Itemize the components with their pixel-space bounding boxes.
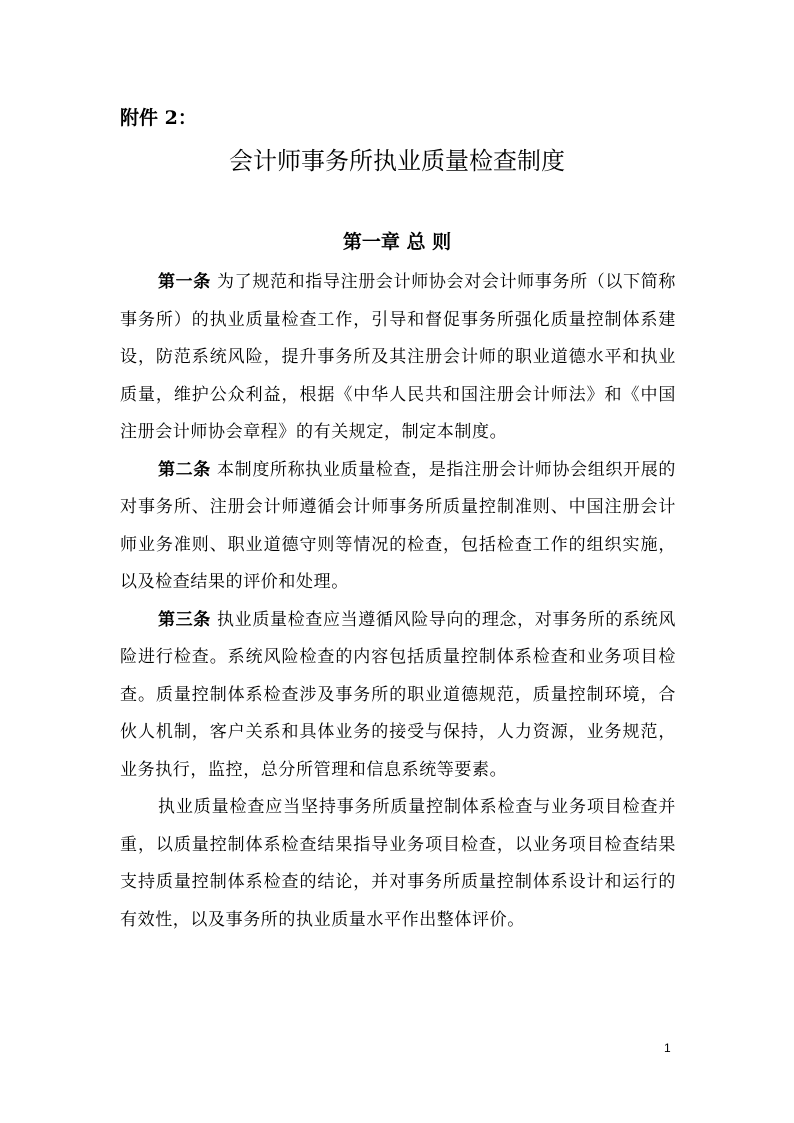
document-title: 会计师事务所执业质量检查制度 bbox=[229, 147, 565, 175]
article-text: 执业质量检查应当遵循风险导向的理念，对事务所的系统风险进行检查。系统风险检查的内容包括质量控制体系检查和业务项目检查。质量控制体系检查涉及事务所的职业道德规范，质量控制环境，合伙人机制，客户关系和具体业务的接受与保持，人力资源，业务规范，业务执行，监控，总分所管理和信息系统等要素。 bbox=[120, 609, 676, 780]
article-number: 第三条 bbox=[158, 609, 211, 630]
article-text: 本制度所称执业质量检查，是指注册会计师协会组织开展的对事务所、注册会计师遵循会计师事务所质量控制准则、中国注册会计师业务准则、职业道德守则等情况的检查，包括检查工作的组织实施，以及检查结果的评价和处理。 bbox=[120, 459, 676, 592]
chapter-heading: 第一章 总 则 bbox=[342, 231, 452, 253]
article-text: 为了规范和指导注册会计师协会对会计师事务所（以下简称事务所）的执业质量检查工作，引导和督促事务所强化质量控制体系建设，防范系统风险，提升事务所及其注册会计师的职业道德水平和执业质量，维护公众利益，根据《中华人民共和国注册会计师法》和《中国注册会计师协会章程》的有关规定，制定本制度。 bbox=[120, 272, 676, 442]
attachment-label: 附件 2： bbox=[120, 107, 197, 129]
article-3 bbox=[120, 602, 676, 790]
page-number: 1 bbox=[664, 1041, 671, 1055]
article-2 bbox=[120, 452, 676, 602]
article-1 bbox=[120, 264, 676, 452]
continuation-paragraph: 执业质量检查应当坚持事务所质量控制体系检查与业务项目检查并重，以质量控制体系检查结果指导业务项目检查，以业务项目检查结果支持质量控制体系检查的结论，并对事务所质量控制体系设计和运行的有效性，以及事务所的执业质量水平作出整体评价。 bbox=[120, 797, 676, 930]
article-number: 第一条 bbox=[158, 272, 211, 292]
article-number: 第二条 bbox=[158, 459, 211, 480]
document-body bbox=[120, 264, 676, 939]
